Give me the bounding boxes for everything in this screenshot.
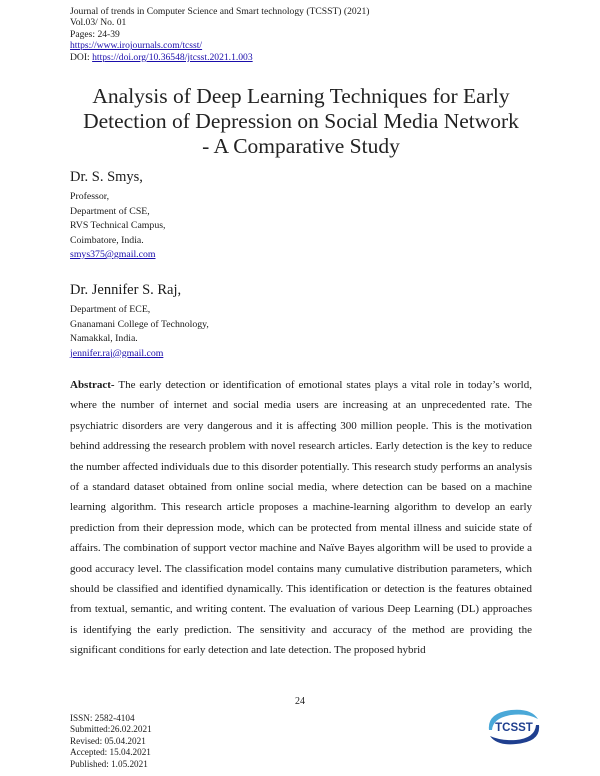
submitted-date: Submitted:26.02.2021: [70, 724, 152, 735]
doi-link[interactable]: https://doi.org/10.36548/jtcsst.2021.1.003: [92, 51, 253, 63]
abstract: [70, 375, 532, 661]
footer-publication-info: [70, 713, 152, 770]
author-department: Department of ECE,: [70, 304, 151, 315]
journal-header: [70, 6, 369, 63]
logo-text: TCSST: [495, 722, 533, 734]
author-email-link[interactable]: smys375@gmail.com: [70, 249, 156, 260]
journal-volume: Vol.03/ No. 01: [70, 17, 127, 29]
title-line-2: Detection of Depression on Social Media Network: [83, 109, 519, 133]
journal-name: Journal of trends in Computer Science and Smart technology (TCSST) (2021): [70, 6, 370, 17]
tcsst-logo: [483, 705, 545, 747]
journal-url-link[interactable]: https://www.irojournals.com/tcsst/: [70, 40, 203, 52]
author-position: Professor,: [70, 191, 110, 202]
author-institution: RVS Technical Campus,: [70, 220, 166, 231]
published-date: Published: 1.05.2021: [70, 758, 148, 769]
title-line-1: Analysis of Deep Learning Techniques for Early: [92, 84, 510, 108]
author-block-1: [70, 169, 166, 263]
abstract-text: The early detection or identification of emotional states plays a vital role in today’s world, where the number of internet and social media users are increasing at an unprecedented rate. The psychiatric disorders are very dangerous and it is affecting 300 million people. This is the motivation behind addressing the research problem with novel research articles. Early detection is the key to reduce the number affected individuals due to this disorder potentially. This research study performs an analysis of a standard dataset obtained from online social media, where detection can be based on a machine learning algorithm. This research article proposes a machine-learning algorithm to develop an early prediction from their depression mode, which can be protected from mental illness and suicide state of affairs. The combination of support vector machine and Naïve Bayes algorithm will be used to provide a good accuracy level. The classification model contains many cumulative distribution parameters, which should be classified and identified dynamically. This identification or detection is the features obtained from textual, semantic, and writing content. The evaluation of various Deep Learning (DL) approaches is identifying the early prediction. The sensitivity and accuracy of the method are providing the significant conditions for early detection and late detection. The proposed hybrid: [70, 379, 532, 657]
doi-line: [70, 52, 369, 63]
page-number: 24: [295, 696, 305, 707]
author-email-link[interactable]: jennifer.raj@gmail.com: [70, 347, 164, 359]
issn: ISSN: 2582-4104: [70, 713, 135, 723]
revised-date: Revised: 05.04.2021: [70, 735, 146, 746]
author-location: Coimbatore, India.: [70, 234, 144, 246]
title-line-3: - A Comparative Study: [202, 134, 400, 158]
abstract-label: Abstract-: [70, 379, 115, 391]
doi-label: DOI:: [70, 51, 90, 63]
paper-title: [60, 84, 542, 159]
author-department: Department of CSE,: [70, 205, 150, 217]
abstract-paragraph: [70, 375, 532, 661]
journal-pages: Pages: 24-39: [70, 28, 120, 40]
author-location: Namakkal, India.: [70, 333, 138, 344]
author-name: Dr. Jennifer S. Raj,: [70, 282, 182, 298]
author-block-2: [70, 282, 209, 361]
author-institution: Gnanamani College of Technology,: [70, 318, 209, 330]
accepted-date: Accepted: 15.04.2021: [70, 747, 151, 758]
author-name: Dr. S. Smys,: [70, 169, 143, 185]
